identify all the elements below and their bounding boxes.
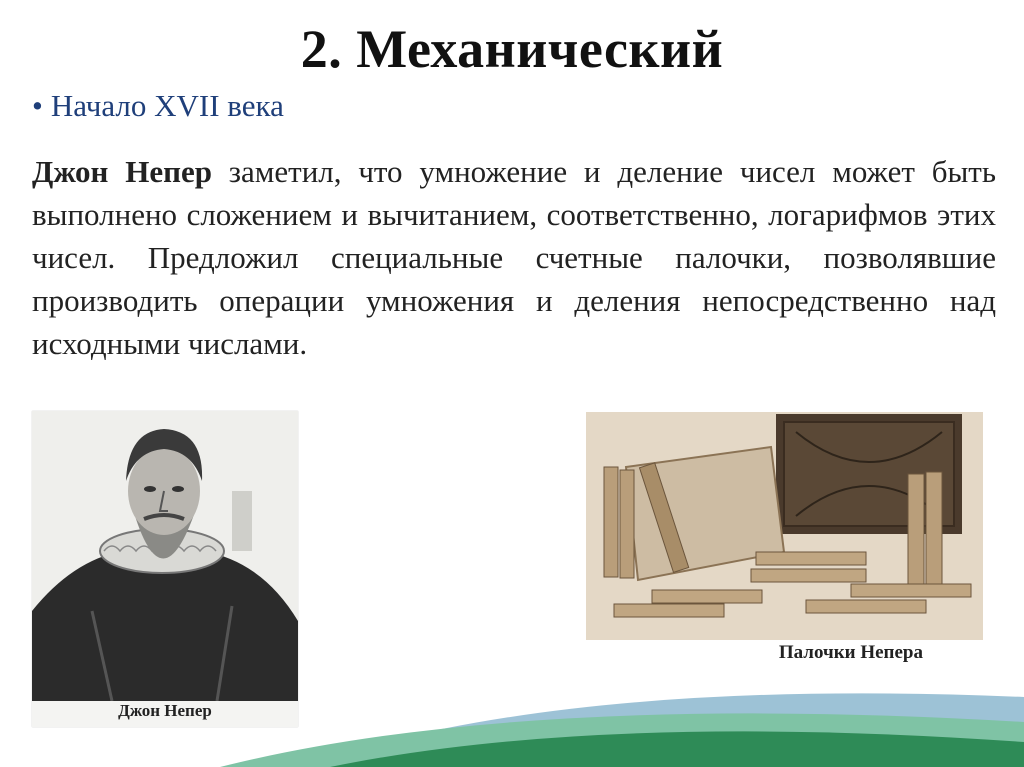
bullet-item [32, 88, 284, 124]
bullet-text: Начало XVII века [50, 88, 284, 123]
body-paragraph [32, 150, 996, 365]
napier-rods-drawing [586, 412, 983, 640]
bullet-dot-icon: • [32, 88, 43, 123]
paragraph-bold-name: Джон Непер [32, 154, 212, 189]
paragraph-text: заметил, что умножение и деление чисел может быть выполнено сложением и вычитанием, соответственно, логарифмов этих чисел. Предложил специальные счетные палочки, позволявшие производить операции умножения и деления непосредственно над исходными числами. [32, 154, 996, 361]
slide-title: 2. Механический [300, 19, 724, 79]
decorative-waves [0, 637, 1024, 767]
rods-caption: Палочки Непера [778, 642, 923, 663]
napier-rods-image [586, 412, 983, 640]
portrait-caption: Джон Непер [118, 701, 212, 720]
